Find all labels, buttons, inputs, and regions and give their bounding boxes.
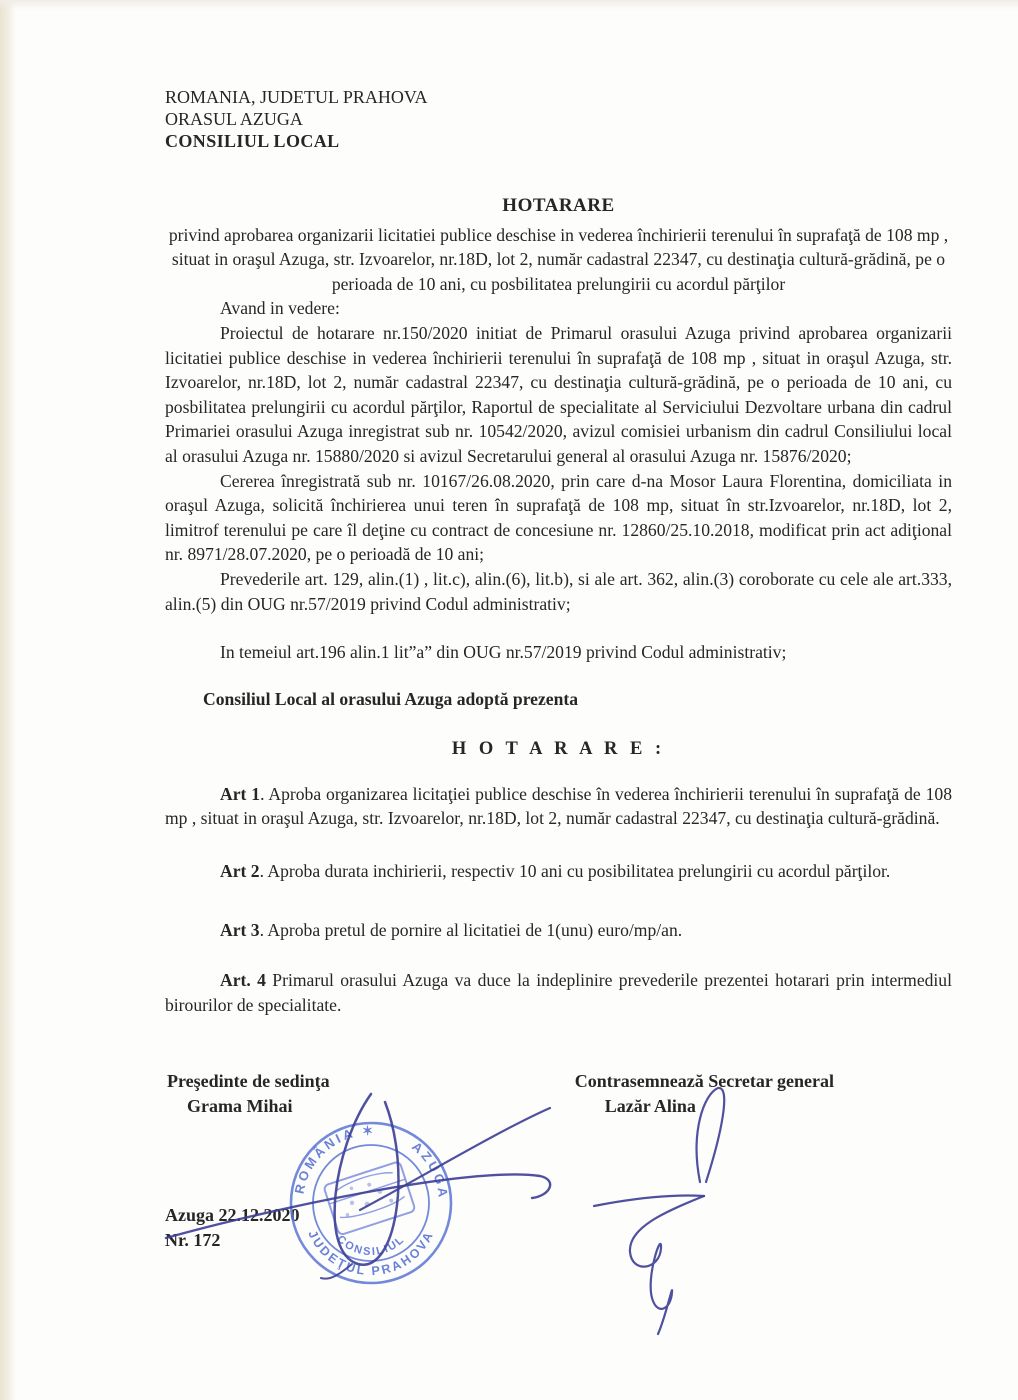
adoption-clause: Consiliul Local al orasului Azuga adoptă prezenta xyxy=(203,688,579,709)
preamble-intro: Avand in vedere: xyxy=(220,298,340,319)
decision-title: H O T A R A R E : xyxy=(451,739,666,760)
article-3-text: . Aproba pretul de pornire al licitatiei de 1(unu) euro/mp/an. xyxy=(259,919,683,940)
article-2-text: . Aproba durata inchirierii, respectiv 10 ani cu posibilitatea prelungirii cu acordul părţilor. xyxy=(259,861,891,882)
footer-place-date: Azuga 22.12.2020 xyxy=(165,1205,300,1226)
article-1-text: . Aproba organizarea licitaţiei publice deschise în vederea închirierii terenului în suprafaţă de 108 mp , situat in oraşul Azuga, str. Izvoarelor, nr.18D, lot 2, număr cadastral 22347, cu destinaţia cultură-grădină. xyxy=(165,783,952,829)
article-3-label: Art 3 xyxy=(220,919,260,940)
president-name: Grama Mihai xyxy=(187,1096,293,1117)
article-2-label: Art 2 xyxy=(220,861,260,882)
article-1 xyxy=(165,782,952,831)
stamp-text-judet: JUDEŢUL PRAHOVA xyxy=(305,1227,437,1279)
stamp-text-azuga: AZUGA xyxy=(409,1138,452,1201)
document-header xyxy=(165,86,952,152)
header-council: CONSILIUL LOCAL xyxy=(165,131,340,151)
footer-number: Nr. 172 xyxy=(165,1230,221,1251)
article-1-label: Art 1 xyxy=(220,783,261,804)
article-3 xyxy=(165,918,952,943)
document-footer xyxy=(165,1203,952,1253)
signature-left xyxy=(165,1069,330,1119)
header-city: ORASUL AZUGA xyxy=(165,109,303,129)
secretary-role: Contrasemnează Secretar general xyxy=(574,1071,834,1092)
header-country-county: ROMANIA, JUDETUL PRAHOVA xyxy=(165,87,428,107)
article-4 xyxy=(165,968,952,1017)
preamble-paragraph-4: In temeiul art.196 alin.1 lit”a” din OUG nr.57/2019 privind Codul administrativ; xyxy=(220,642,787,663)
stamp-text-consiliul: CONSILIUL xyxy=(334,1233,408,1259)
article-4-text: Primarul orasului Azuga va duce la indeplinire prevederile prezentei hotarari prin intermediul birourilor de specialitate. xyxy=(165,970,952,1015)
page-title: HOTARARE xyxy=(502,195,615,216)
article-2 xyxy=(165,859,952,884)
preamble-paragraph-2: Cererea înregistrată sub nr. 10167/26.08.2020, prin care d-na Mosor Laura Florentina, domiciliata in oraşul Azuga, solicită închirierea unui teren în suprafaţă de 108 mp, situat în str.Izvoarelor, nr.18D, lot 2, limitrof terenului pe care îl deţine cu contract de concesiune nr. 12860/25.10.2018, modificat prin act adiţional nr. 8971/28.07.2020, pe o perioadă de 10 ani; xyxy=(165,470,952,565)
preamble-paragraph-3: Prevederile art. 129, alin.(1) , lit.c), alin.(6), lit.b), si ale art. 362, alin.(3) coroborate cu cele ale art.333, alin.(5) din OUG nr.57/2019 privind Codul administrativ; xyxy=(165,568,952,614)
page-subtitle: privind aprobarea organizarii licitatiei publice deschise in vederea închirierii terenului în suprafaţă de 108 mp , situat in oraşul Azuga, str. Izvoarelor, nr.18D, lot 2, număr cadastral 22347, cu destinaţia cultură-grădină, pe o perioada de 10 ani, cu posbilitatea prelungirii cu acordul părţilor xyxy=(168,224,949,294)
president-role: Preşedinte de sedinţa xyxy=(167,1071,330,1092)
signature-right xyxy=(575,1069,952,1119)
stamp-text-romania: ROMÂNIA ✶ xyxy=(291,1122,377,1196)
article-4-label: Art. 4 xyxy=(220,970,266,991)
signature-block xyxy=(165,1069,952,1119)
preamble-paragraph-1: Proiectul de hotarare nr.150/2020 initiat de Primarul orasului Azuga privind aprobarea organizarii licitatiei publice deschise in vederea închirierii terenului în suprafaţă de 108 mp , situat in oraşul Azuga, str. Izvoarelor, nr.18D, lot 2, număr cadastral 22347, cu destinaţia cultură-grădină, pe o perioada de 10 ani, cu posbilitatea prelungirii cu acordul părţilor, Raportul de specialitate al Serviciului Dezvoltare urbana din cadrul Primariei orasului Azuga inregistrat sub nr. 10542/2020, avizul comisiei urbanism din cadrul Consiliului local al orasului Azuga nr. 15880/2020 si avizul Secretarului general al orasului Azuga nr. 15876/2020; xyxy=(165,322,952,466)
secretary-name: Lazăr Alina xyxy=(604,1096,696,1117)
